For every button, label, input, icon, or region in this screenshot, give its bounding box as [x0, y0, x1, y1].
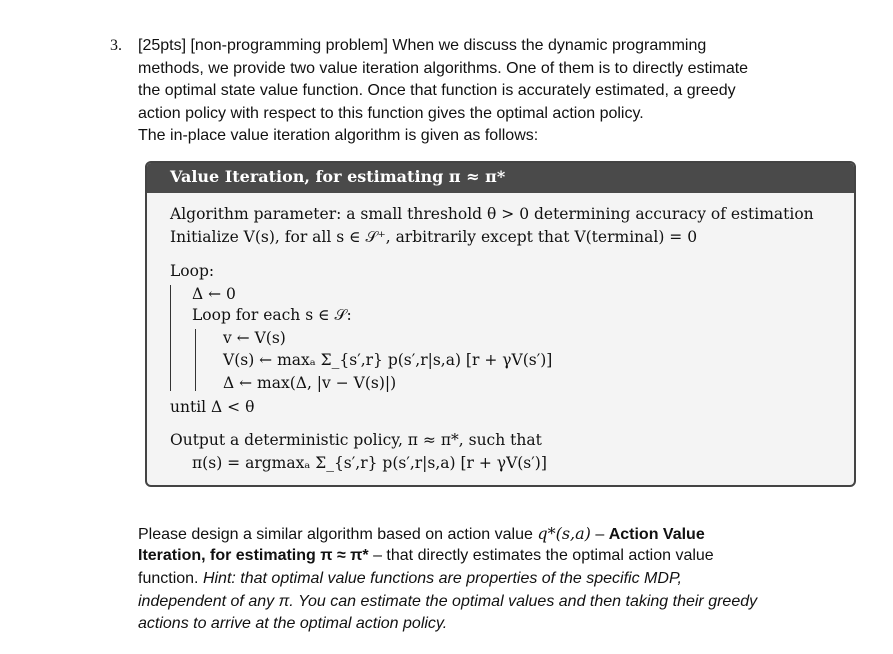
task-line-4-text: independent of any π. You can estimate the optimal values and then taking their greedy [138, 593, 758, 610]
task-line-4 [138, 593, 757, 611]
task-line-1-text: Please design a similar algorithm based on action value [138, 526, 538, 543]
output-line: Output a deterministic policy, π ≈ π*, such that [170, 431, 542, 449]
task-line-5 [138, 615, 447, 633]
problem-line-3: the optimal state value function. Once that function is accurately estimated, a greedy [138, 82, 736, 99]
v-assign: v ← V(s) [223, 329, 286, 347]
task-line-2 [138, 547, 714, 565]
task-line-5-text: actions to arrive at the optimal action policy. [138, 615, 448, 632]
algorithm-initialize: Initialize V(s), for all s ∈ 𝒮⁺, arbitrarily except that V(terminal) = 0 [170, 228, 698, 246]
task-bold-2: Iteration, for estimating π ≈ π* [138, 547, 369, 564]
task-line-3 [138, 570, 682, 588]
task-bold-1: Action Value [608, 526, 705, 543]
algorithm-header [147, 163, 854, 193]
loop-label: Loop: [170, 262, 215, 280]
problem-line-2: methods, we provide two value iteration algorithms. One of them is to directly estimate [138, 60, 749, 77]
algorithm-title: Value Iteration, for estimating π ≈ π* [170, 167, 506, 186]
problem-line-1: [25pts] [non-programming problem] When we discuss the dynamic programming [138, 37, 707, 54]
task-line-1 [138, 524, 705, 544]
v-update: V(s) ← maxₐ Σ_{s′,r} p(s′,r|s,a) [r + γV(s′)] [223, 351, 553, 369]
problem-line-5: The in-place value iteration algorithm is given as follows: [138, 127, 539, 144]
delta-reset: Δ ← 0 [192, 285, 236, 303]
task-hint: Hint: that optimal value functions are properties of the specific MDP, [202, 570, 682, 587]
task-line-3-text: function. [138, 570, 203, 587]
task-dash: – [590, 526, 609, 543]
loop-bar [170, 285, 171, 391]
delta-update: Δ ← max(Δ, |v − V(s)|) [223, 374, 397, 392]
problem-line-4: action policy with respect to this function gives the optimal action policy. [138, 105, 644, 122]
problem-number: 3. [110, 37, 122, 54]
algorithm-box [145, 161, 856, 487]
inner-loop-bar [195, 329, 196, 391]
task-qstar: q*(s,a) [537, 524, 591, 543]
algorithm-parameter: Algorithm parameter: a small threshold θ > 0 determining accuracy of estimation [170, 205, 814, 223]
task-line-2-text: – that directly estimates the optimal action value [368, 547, 714, 564]
inner-loop-label: Loop for each s ∈ 𝒮: [192, 306, 352, 324]
policy-line: π(s) = argmaxₐ Σ_{s′,r} p(s′,r|s,a) [r + γV(s′)] [192, 454, 547, 472]
until-condition: until Δ < θ [170, 398, 255, 416]
